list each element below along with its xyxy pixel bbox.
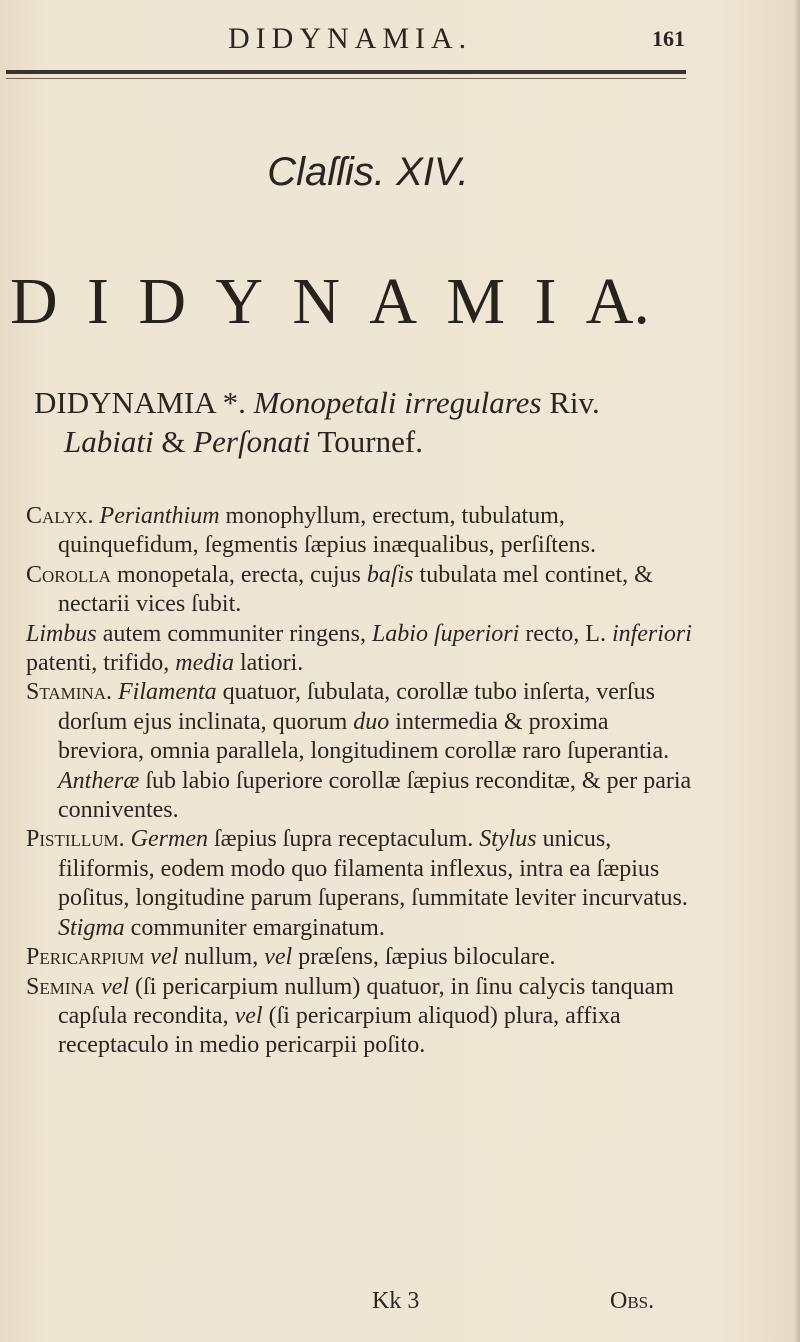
italic-term: Stigma: [58, 914, 125, 941]
italic-term: vel: [234, 1002, 263, 1029]
italic-term: baſis: [366, 561, 414, 588]
entry-pericarpium: Pericarpium vel nullum, vel præſens, ſæpius biloculare.: [26, 944, 556, 971]
entry-corolla: Corolla monopetala, erecta, cujus baſis tubulata mel continet, & nectarii vices ſubit.: [26, 561, 653, 618]
class-title: Claſſis. XIV.: [267, 150, 469, 194]
italic-term: Labio ſuperiori: [371, 620, 520, 647]
header-rule-thin: [6, 78, 686, 79]
main-title-letter: A.: [585, 265, 650, 338]
italic-term: Limbus: [26, 620, 97, 647]
entry-stamina: Stamina. Filamenta quatuor, ſubulata, corollæ tubo inſerta, verſus dorſum ejus inclinata, quorum duo intermedia & proxima breviora, omnia parallela, longitudinem corollæ raro ſuperantia. Antheræ ſub labio ſuperiore corollæ ſæpius reconditæ, & per paria conniventes.: [26, 679, 692, 824]
page-edge-shadow: [794, 0, 800, 1342]
main-title-letter: N: [292, 265, 341, 338]
main-title-letter: I: [87, 265, 109, 338]
italic-term: vel: [150, 944, 179, 971]
entry-semina: Semina vel (ſi pericarpium nullum) quatuor, in ſinu calycis tanquam capſula recondita, vel (ſi pericarpium aliquod) plura, affixa receptaculo in medio pericarpii poſito.: [26, 973, 674, 1059]
italic-term: Filamenta: [117, 679, 217, 706]
italic-term: Perianthium: [99, 503, 220, 529]
italic-term: vel: [264, 944, 293, 971]
italic-term: media: [175, 650, 234, 677]
header-rule-thick: [6, 70, 686, 74]
page-footer: [0, 1288, 800, 1324]
catchword: Obs.: [610, 1288, 655, 1314]
heading-line-2: Labiati & Perſonati Tournef.: [64, 424, 423, 459]
entry-term: Semina: [26, 973, 96, 1000]
entry-limbus: Limbus autem communiter ringens, Labio ſuperiori recto, L. inferiori patenti, trifido, media latiori.: [26, 620, 692, 677]
italic-term: Germen: [130, 826, 208, 853]
main-title-letter: D: [138, 265, 187, 338]
italic-term: vel: [101, 973, 130, 1000]
italic-term: Stylus: [479, 826, 537, 853]
running-head: [0, 16, 800, 56]
italic-term: Antheræ: [58, 767, 140, 794]
entry-term: Pericarpium: [26, 944, 145, 971]
running-title: DIDYNAMIA.: [228, 22, 473, 55]
italic-term: duo: [353, 708, 390, 735]
entry-term: Corolla: [26, 561, 111, 588]
main-title-letter: M: [446, 265, 506, 338]
main-title-letter: Y: [215, 265, 264, 338]
main-title-letter: A: [369, 265, 418, 338]
entry-calyx: Calyx. Perianthium monophyllum, erectum, tubulatum, quinquefidum, ſegmentis ſæpius inæqualibus, perſiſtens.: [26, 503, 596, 559]
entry-pistillum: Pistillum. Germen ſæpius ſupra receptaculum. Stylus unicus, filiformis, eodem modo quo filamenta inflexus, intra ea ſæpius poſitus, longitudine parum ſuperans, ſummitate leviter incurvatus. Stigma communiter emarginatum.: [26, 826, 688, 941]
body-text: [26, 502, 698, 1061]
italic-term: inferiori: [611, 620, 692, 647]
entry-term: Stamina.: [26, 679, 112, 706]
entry-term: Calyx.: [26, 503, 94, 529]
page-number: 161: [652, 26, 685, 51]
signature-mark: Kk 3: [372, 1288, 420, 1314]
main-title: [10, 264, 650, 340]
entry-term: Pistillum.: [26, 826, 125, 853]
main-title-letter: I: [534, 265, 557, 338]
main-title-letter: D: [10, 265, 58, 338]
heading-line-1: DIDYNAMIA *. Monopetali irregulares Riv.: [34, 385, 600, 420]
